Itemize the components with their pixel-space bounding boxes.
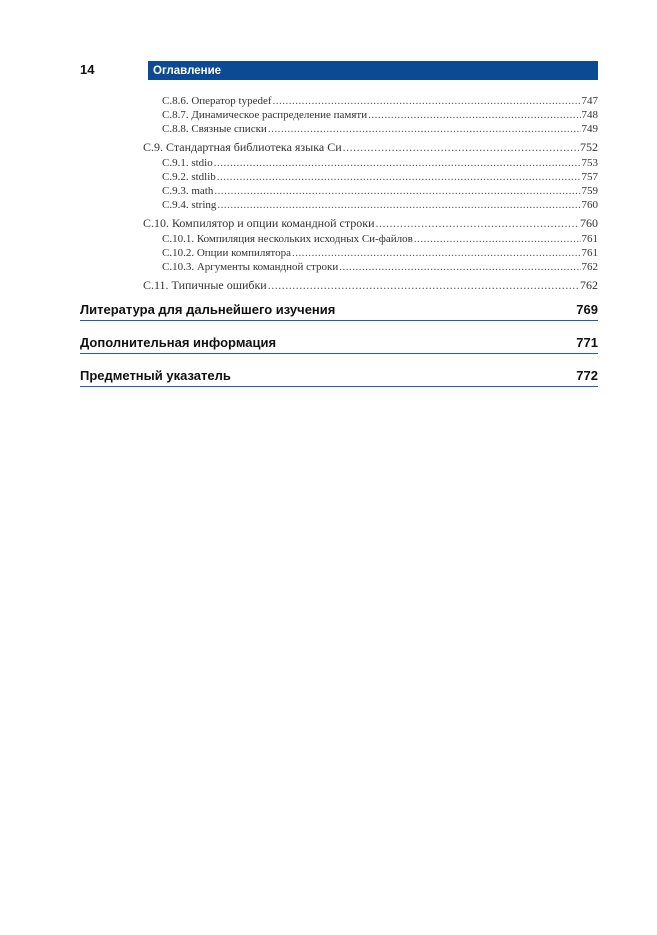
- toc-leader-dots: [376, 216, 580, 230]
- chapter-label: Дополнительная информация: [80, 335, 277, 350]
- chapter-page: 771: [576, 335, 598, 350]
- toc-entry-page: 749: [581, 123, 598, 135]
- toc-entry-page: 753: [581, 157, 598, 169]
- toc-entry-label: C.10. Компилятор и опции командной строки: [143, 216, 375, 230]
- toc-entry-label: C.8.7. Динамическое распределение памяти: [162, 109, 368, 121]
- toc-entry-page: 752: [580, 140, 598, 154]
- toc-leader-dots: [343, 140, 579, 154]
- toc-entry-c-9[interactable]: [143, 140, 598, 154]
- chapter-entry-index[interactable]: [80, 368, 598, 387]
- toc-entry-label: C.9.3. math: [162, 185, 214, 197]
- chapter-label: Предметный указатель: [80, 368, 231, 383]
- toc-entry-c-8-8[interactable]: [162, 123, 598, 136]
- toc-entry-label: C.11. Типичные ошибки: [143, 278, 267, 292]
- page-number: 14: [80, 62, 95, 77]
- toc-entry-label: C.10.3. Аргументы командной строки: [162, 261, 339, 273]
- toc-entry-page: 762: [581, 261, 598, 273]
- toc-leader-dots: [214, 157, 581, 170]
- toc-leader-dots: [292, 247, 581, 260]
- toc-leader-dots: [217, 171, 581, 184]
- toc-entry-label: C.9.2. stdlib: [162, 171, 216, 183]
- section-banner: [148, 61, 598, 80]
- toc-leader-dots: [268, 278, 579, 292]
- toc-entry-page: 747: [581, 95, 598, 107]
- toc-entry-c-9-1[interactable]: [162, 157, 598, 170]
- toc-entry-label: C.9.1. stdio: [162, 157, 213, 169]
- toc-entry-page: 762: [580, 278, 598, 292]
- toc-leader-dots: [217, 199, 580, 212]
- toc-leader-dots: [273, 95, 581, 108]
- toc-leader-dots: [268, 123, 581, 136]
- toc-entry-c-11[interactable]: [143, 278, 598, 292]
- toc-leader-dots: [414, 233, 581, 246]
- toc-entry-c-10-1[interactable]: [162, 233, 598, 246]
- toc-entry-label: C.10.2. Опции компилятора: [162, 247, 291, 259]
- toc-entry-c-10-3[interactable]: [162, 261, 598, 274]
- toc-entry-page: 757: [581, 171, 598, 183]
- toc-entry-c-8-7[interactable]: [162, 109, 598, 122]
- chapter-page: 772: [576, 368, 598, 383]
- toc-entry-label: C.9.4. string: [162, 199, 217, 211]
- toc-entry-c-9-4[interactable]: [162, 199, 598, 212]
- toc-entry-page: 761: [581, 233, 598, 245]
- toc-leader-dots: [339, 261, 580, 274]
- toc-entry-c-9-3[interactable]: [162, 185, 598, 198]
- section-title: Оглавление: [153, 64, 222, 77]
- toc-leader-dots: [214, 185, 580, 198]
- toc-entry-c-10[interactable]: [143, 216, 598, 230]
- chapter-label: Литература для дальнейшего изучения: [80, 302, 336, 317]
- toc-entry-page: 761: [581, 247, 598, 259]
- toc-entry-c-10-2[interactable]: [162, 247, 598, 260]
- toc-entry-page: 748: [581, 109, 598, 121]
- toc-entry-c-8-6[interactable]: [162, 95, 598, 108]
- toc-leader-dots: [368, 109, 580, 122]
- toc-entry-page: 759: [581, 185, 598, 197]
- chapter-page: 769: [576, 302, 598, 317]
- toc-entry-label: C.8.8. Связные списки: [162, 123, 267, 135]
- toc-entry-page: 760: [581, 199, 598, 211]
- toc-entry-page: 760: [580, 216, 598, 230]
- chapter-entry-literature[interactable]: [80, 302, 598, 321]
- toc-entry-label: C.10.1. Компиляция нескольких исходных Си-файлов: [162, 233, 413, 245]
- chapter-entry-additional-info[interactable]: [80, 335, 598, 354]
- toc-entry-label: C.8.6. Оператор typedef: [162, 95, 272, 107]
- toc-entry-c-9-2[interactable]: [162, 171, 598, 184]
- toc-entry-label: C.9. Стандартная библиотека языка Си: [143, 140, 342, 154]
